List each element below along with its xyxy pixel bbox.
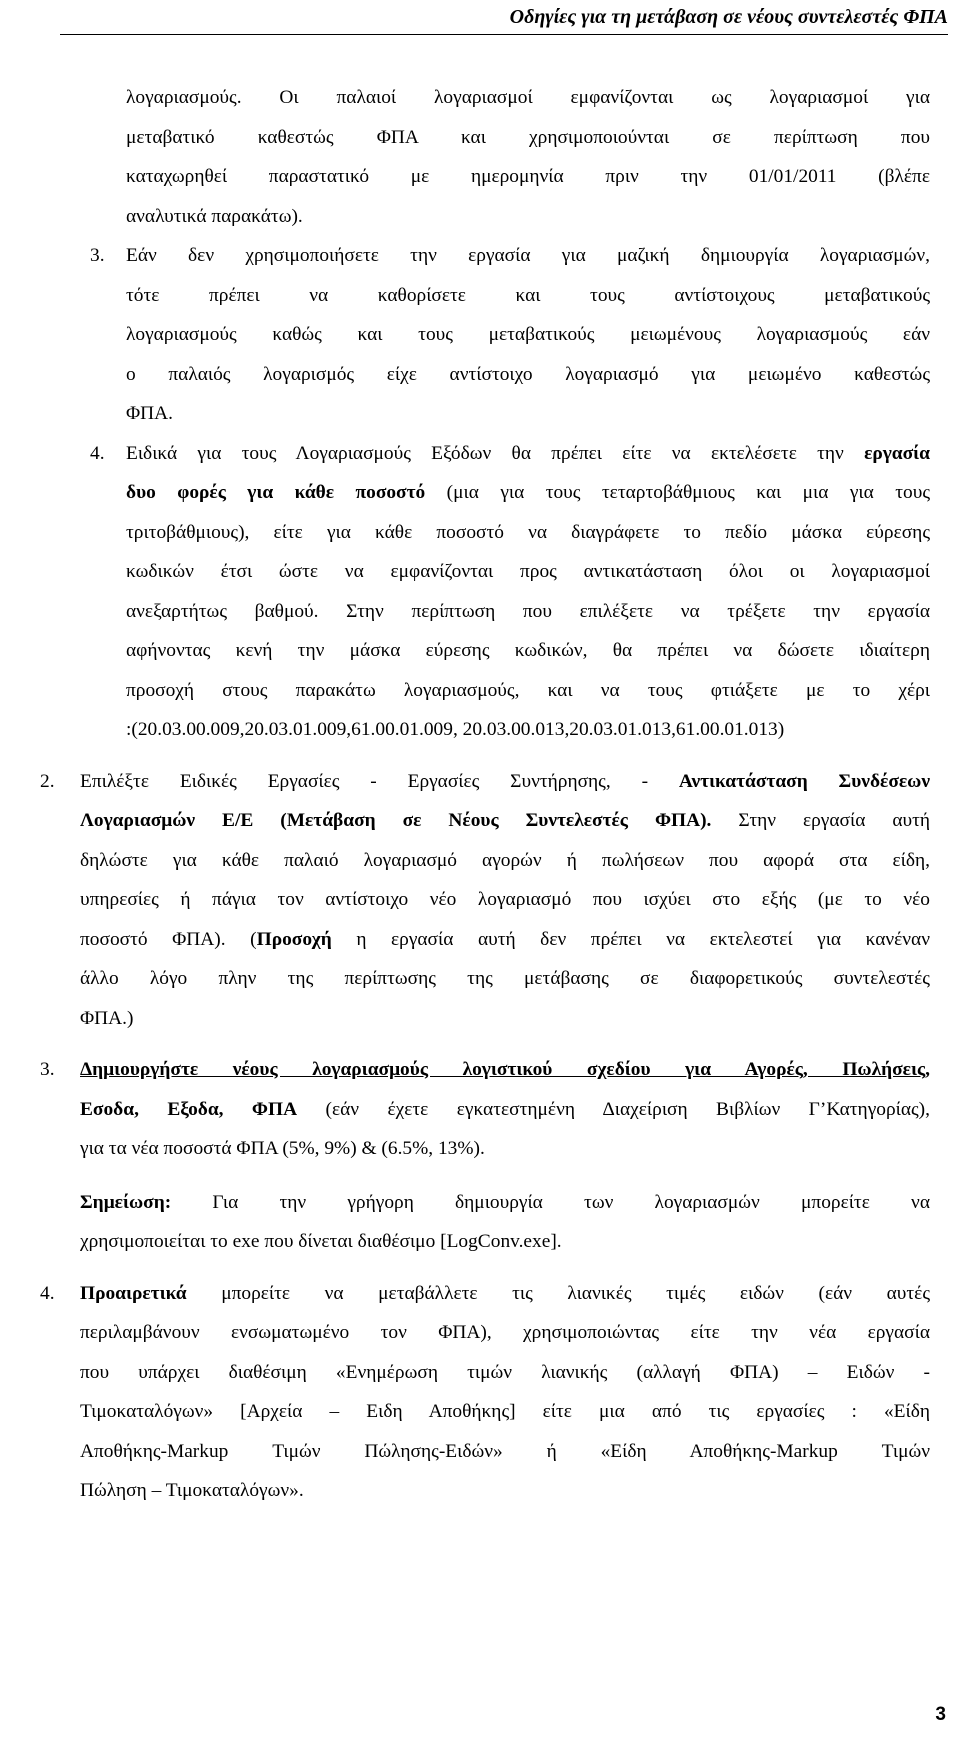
step-line: Λογαριασμών Ε/Ε (Μετάβαση σε Νέους Συντελεστές ΦΠΑ). Στην εργασία αυτή [80,810,931,831]
header-title: Οδηγίες για τη μετάβαση σε νέους συντελεστές ΦΠΑ [509,6,948,28]
note-label: Σημείωση: [80,1191,172,1213]
sub-item-line: ανεξαρτήτως βαθμού. Στην περίπτωση που επιλέξετε να τρέξετε την εργασία [126,600,930,622]
intro-paragraph [80,78,930,236]
sub-item-line: κωδικών έτσι ώστε να εμφανίζονται προς αντικατάσταση όλοι οι λογαριασμοί [126,561,930,582]
bold-text: Εσοδα, Εξοδα, ΦΠΑ [80,1098,298,1120]
sub-item-line: Εάν δεν χρησιμοποιήσετε την εργασία για μαζική δημιουργία λογαριασμών, [126,245,930,266]
sub-item-number: 4. [90,442,105,464]
sub-item-line: τριτοβάθμιους), είτε για κάθε ποσοστό να διαγράφετε το πεδίο μάσκα εύρεσης [126,521,930,543]
step-line: δηλώστε για κάθε παλαιό λογαριασμό αγορών ή πωλήσεων που αφορά στα είδη, [80,849,930,871]
step-2 [40,762,931,1039]
intro-line: καταχωρηθεί παραστατικό με ημερομηνία πριν την 01/01/2011 (βλέπε [126,166,930,187]
sub-item-line: λογαριασμούς καθώς και τους μεταβατικούς μειωμένους λογαριασμούς εάν [126,324,930,345]
note-line: Σημείωση: Για την γρήγορη δημιουργία των λογαριασμών μπορείτε να [80,1191,930,1213]
sub-item-3 [80,236,930,434]
sub-item-line: :(20.03.00.009,20.03.01.009,61.00.01.009, 20.03.00.013,20.03.01.013,61.00.01.013) [126,719,785,740]
intro-line: μεταβατικό καθεστώς ΦΠΑ και χρησιμοποιούνται σε περίπτωση που [126,126,930,148]
step-line: που υπάρχει διαθέσιμη «Ενημέρωση τιμών λιανικής (αλλαγή ΦΠΑ) – Ειδών - [80,1361,930,1383]
step-line: περιλαμβάνουν ενσωματωμένο τον ΦΠΑ), χρησιμοποιώντας είτε την νέα εργασία [80,1322,930,1343]
step-number: 4. [40,1282,55,1304]
note-line: χρησιμοποιείται το exe που δίνεται διαθέσιμο [LogConv.exe]. [80,1231,562,1252]
bold-text: Δημιουργήστε νέους λογαριασμούς λογιστικού σχεδίου για Αγορές, Πωλήσεις, [80,1059,930,1080]
step-number: 2. [40,770,55,792]
sub-item-4 [80,434,930,750]
intro-line: αναλυτικά παρακάτω). [126,205,303,227]
intro-line: λογαριασμούς. Οι παλαιοί λογαριασμοί εμφανίζονται ως λογαριασμοί για [126,87,930,108]
sub-item-line: ο παλαιός λογαρισμός είχε αντίστοιχο λογαριασμό για μειωμένο καθεστώς [126,363,930,385]
step-line: Αποθήκης-Markup Τιμών Πώλησης-Ειδών» ή «Είδη Αποθήκης-Markup Τιμών [80,1440,930,1462]
sub-item-line: Ειδικά για τους Λογαριασμούς Εξόδων θα πρέπει είτε να εκτελέσετε την εργασία [126,442,930,464]
bold-text: εργασία [864,442,930,464]
sub-item-number: 3. [90,245,105,266]
bold-text: Αντικατάσταση Συνδέσεων [678,770,930,792]
sub-item-line: προσοχή στους παρακάτω λογαριασμούς, και να τους φτιάξετε με το χέρι [126,679,930,701]
step-line: Τιμοκαταλόγων» [Αρχεία – Ειδη Αποθήκης] είτε μια από τις εργασίες : «Είδη [80,1401,930,1422]
bold-text: δυο φορές για κάθε ποσοστό [126,482,426,503]
step-line: για τα νέα ποσοστά ΦΠΑ (5%, 9%) & (6.5%, 13%). [80,1138,485,1159]
step-line: Πώληση – Τιμοκαταλόγων». [80,1480,304,1501]
document-body [40,78,931,1511]
bold-text: Προαιρετικά [80,1282,187,1304]
step-3 [40,1050,930,1262]
sub-item-line: ΦΠΑ. [126,403,174,424]
step-line: άλλο λόγο πλην της περίπτωσης της μετάβασης σε διαφορετικούς συντελεστές [80,968,930,989]
step-line: Προαιρετικά μπορείτε να μεταβάλλετε τις λιανικές τιμές ειδών (εάν αυτές [80,1282,930,1304]
bold-text: Προσοχή [256,928,332,950]
step-4 [40,1274,930,1511]
sub-item-line: αφήνοντας κενή την μάσκα εύρεσης κωδικών, θα πρέπει να δώσετε ιδιαίτερη [126,640,930,661]
step-line: ΦΠΑ.) [80,1007,134,1029]
step-line: Επιλέξτε Ειδικές Εργασίες - Εργασίες Συντήρησης, - Αντικατάσταση Συνδέσεων [80,770,930,792]
step-line: υπηρεσίες ή πάγια τον αντίστοιχο νέο λογαριασμό που ισχύει στο εξής (με το νέο [80,889,930,910]
sub-item-line: δυο φορές για κάθε ποσοστό (μια για τους τεταρτοβάθμιους και μια για τους [126,482,930,503]
step-line: Εσοδα, Εξοδα, ΦΠΑ (εάν έχετε εγκατεστημένη Διαχείριση Βιβλίων Γ’Κατηγορίας), [80,1098,930,1120]
page-header [60,6,948,35]
step-number: 3. [40,1059,55,1080]
page-number: 3 [935,1704,946,1725]
sub-item-line: τότε πρέπει να καθορίσετε και τους αντίστοιχους μεταβατικούς [126,284,930,306]
bold-text: Λογαριασμών Ε/Ε (Μετάβαση σε Νέους Συντελεστές ΦΠΑ). [80,810,712,831]
step-line [80,1050,930,1090]
step-line: ποσοστό ΦΠΑ). (Προσοχή η εργασία αυτή δεν πρέπει να εκτελεστεί για κανέναν [80,928,930,950]
